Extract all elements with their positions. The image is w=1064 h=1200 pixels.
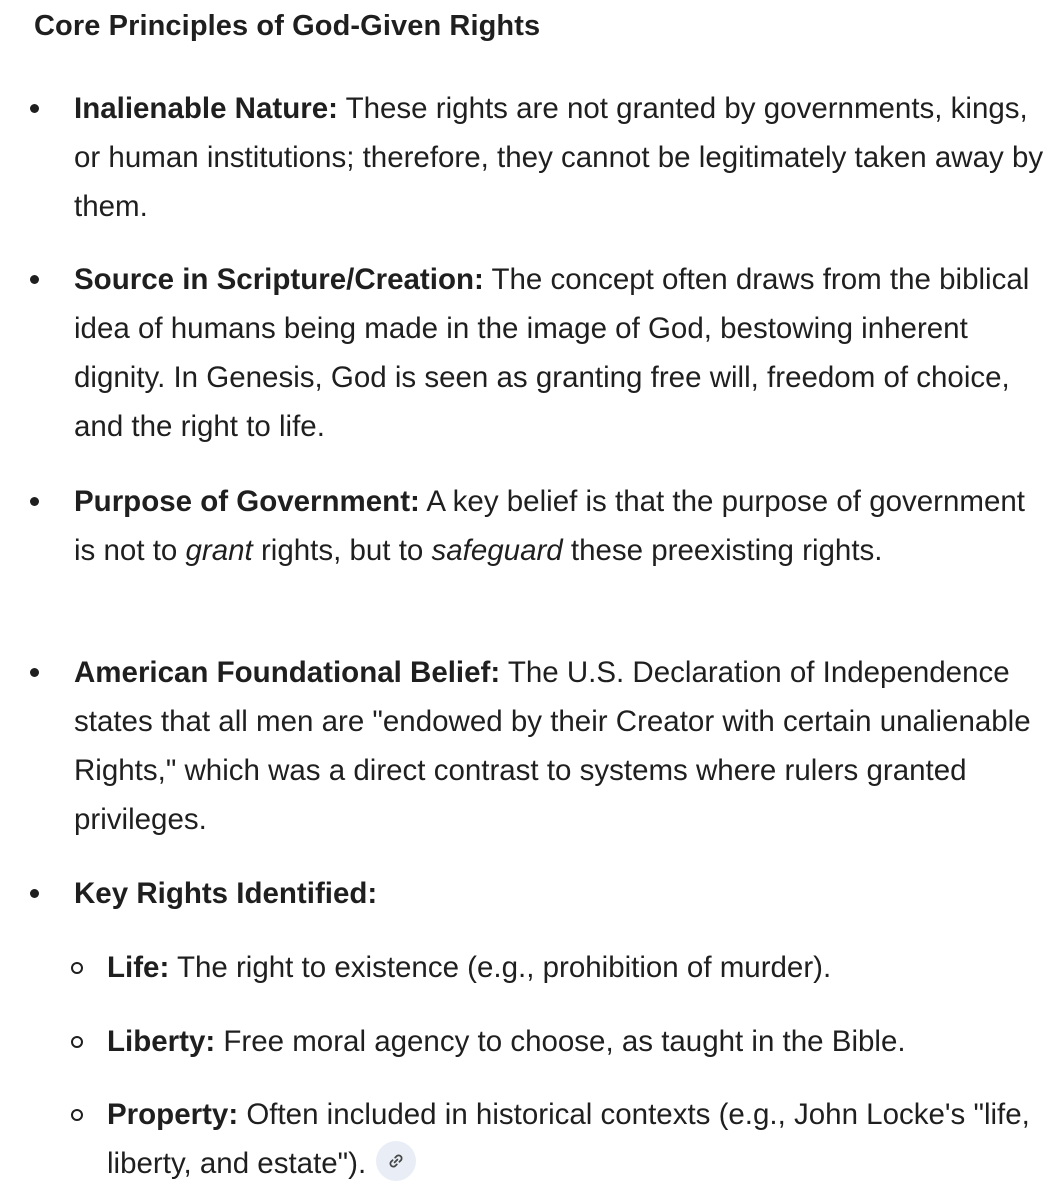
sub-item-text: Free moral agency to choose, as taught in the Bible.: [215, 1025, 906, 1058]
list-item-key-rights-identified: [74, 869, 1046, 918]
item-text: these preexisting rights.: [562, 534, 883, 567]
bullet-icon: [30, 275, 39, 284]
hollow-bullet-icon: [71, 1036, 83, 1048]
list-item-source-in-scripture: [74, 255, 1046, 451]
sub-item-property: [107, 1090, 1047, 1188]
bullet-icon: [30, 497, 39, 506]
item-term: Key Rights Identified:: [74, 877, 378, 910]
item-text: These rights are not granted by governments, kings, or human institutions; therefore, they cannot be legitimately taken away by them.: [74, 92, 1044, 223]
sub-item-text: Often included in historical contexts (e.g., John Locke's "life, liberty, and estate").: [107, 1098, 1030, 1180]
list-item-purpose-of-government: [74, 477, 1046, 575]
bullet-icon: [30, 668, 39, 677]
bullet-icon: [30, 104, 39, 113]
sub-item-term: Life:: [107, 951, 170, 984]
link-icon[interactable]: [376, 1141, 416, 1181]
emphasis-grant: grant: [185, 534, 253, 567]
item-term: Source in Scripture/Creation:: [74, 263, 484, 296]
section-heading: Core Principles of God-Given Rights: [34, 10, 541, 42]
bullet-icon: [30, 889, 39, 898]
sub-item-liberty: [107, 1017, 1047, 1066]
sub-item-term: Liberty:: [107, 1025, 216, 1058]
item-term: American Foundational Belief:: [74, 656, 501, 689]
sub-item-term: Property:: [107, 1098, 239, 1131]
emphasis-safeguard: safeguard: [431, 534, 563, 567]
item-text: A key belief is that the purpose of government is not to: [74, 485, 1025, 567]
list-item-american-foundational-belief: [74, 648, 1046, 844]
hollow-bullet-icon: [71, 1109, 83, 1121]
link-icon-glyph: [386, 1151, 406, 1171]
list-item-inalienable-nature: [74, 84, 1046, 231]
item-text: The concept often draws from the biblical idea of humans being made in the image of God, bestowing inherent dignity. In Genesis, God is seen as granting free will, freedom of choice, and the right to life.: [74, 263, 1030, 443]
sub-item-life: [107, 943, 1047, 992]
item-term: Purpose of Government:: [74, 485, 420, 518]
item-text: The U.S. Declaration of Independence states that all men are "endowed by their Creator with certain unalienable Rights," which was a direct contrast to systems where rulers granted privileges.: [74, 656, 1031, 836]
hollow-bullet-icon: [71, 962, 83, 974]
sub-item-text: The right to existence (e.g., prohibition of murder).: [169, 951, 832, 984]
item-text: rights, but to: [252, 534, 432, 567]
item-term: Inalienable Nature:: [74, 92, 338, 125]
